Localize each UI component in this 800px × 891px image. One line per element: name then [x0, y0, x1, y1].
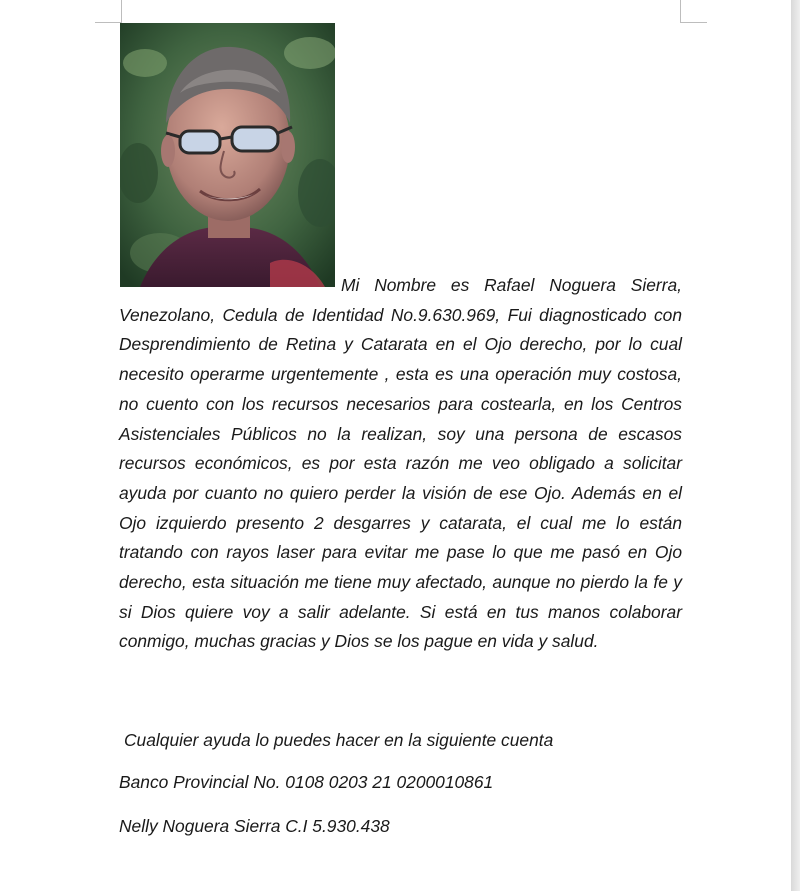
bank-account-line: Banco Provincial No. 0108 0203 21 0200010861 — [119, 772, 494, 792]
paragraph-text: Mi Nombre es Rafael Noguera Sierra, Venezolano, Cedula de Identidad No.9.630.969, Fui diagnosticado con Desprendimiento de Retina y Catarata en el Ojo derecho, por lo cual necesito operarme urgentemente , esta es una operación muy costosa, no cuento con los recursos necesarios para costearla, en los Centros Asistenciales Públicos no la realizan, soy una persona de escasos recursos económicos, es por esta razón me veo obligado a solicitar ayuda por cuanto no quiero perder la visión de ese Ojo. Además en el Ojo izquierdo presento 2 desgarres y catarata, el cual me lo están tratando con rayos laser para evitar me pase lo que me pasó en Ojo derecho, esta situación me tiene muy afectado, aunque no pierdo la fe y si Dios quiere voy a salir adelante. Si está en tus manos colaborar conmigo, muchas gracias y Dios se los pague en vida y salud. — [119, 275, 682, 652]
portrait-photo — [120, 23, 335, 287]
help-instruction-line: Cualquier ayuda lo puedes hacer en la siguiente cuenta — [124, 730, 554, 750]
body-paragraph — [119, 271, 682, 657]
photo-wrap-spacer — [119, 290, 341, 291]
margin-corner-mark-right — [680, 0, 707, 23]
page-edge-shadow — [791, 0, 800, 891]
account-holder-line: Nelly Noguera Sierra C.I 5.930.438 — [119, 816, 390, 836]
margin-corner-mark-left — [95, 0, 122, 23]
